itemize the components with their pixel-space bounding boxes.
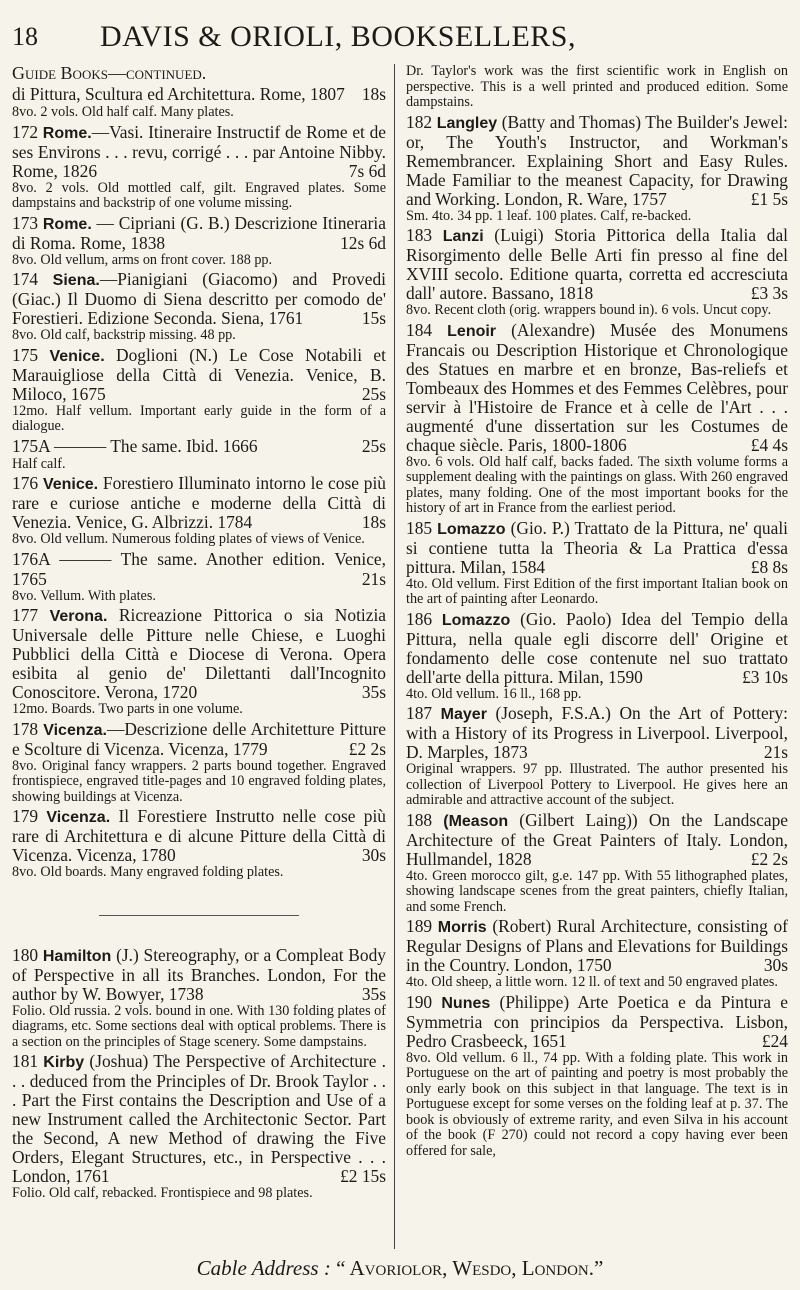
entry-price: 25s — [361, 435, 386, 456]
entry-number: 185 — [406, 517, 433, 538]
entry-keyword: Mayer — [440, 706, 487, 723]
entry-description: 8vo. Old vellum. Numerous folding plates of views of Venice. — [12, 531, 365, 547]
catalogue-entry — [12, 807, 386, 881]
entry-title: (Alexandre) Musée des Monumens Francais ou Description Historique et Chronologique des Statues en marbre et en bronze, Bas-reliefs et Tombeaux des Hommes et des Femmes Celèbres, pour servir à l'Histoire de France et à celle de l'Art . . . augmenté d'une dissertation sur les Costumes de chaque siècle. Paris, 1800-1806 — [406, 319, 788, 455]
entry-price: £1 5s — [750, 188, 788, 209]
entry-description: 4to. Old vellum. 16 ll., 168 pp. — [406, 685, 582, 702]
page-number: 18 — [12, 22, 38, 51]
entry-description: 8vo. Old boards. Many engraved folding plates. — [12, 864, 284, 880]
entry-number: 190 — [406, 991, 433, 1012]
entry-price: £3 3s — [750, 283, 788, 303]
catalogue-entry — [12, 606, 386, 718]
catalogue-entry — [12, 123, 386, 212]
entry-title: ——— The same. Another edition. Venice, 1765 — [12, 548, 386, 589]
section-heading: Guide Books—continued. — [12, 63, 207, 83]
entry-number: 183 — [406, 225, 433, 245]
entry-description: Original wrappers. 97 pp. Illustrated. The author presented his collection of Liverpool Pottery to Liverpool. He gives here an admirable and attractive account of the subject. — [406, 761, 788, 808]
entry-price: 7s 6d — [348, 160, 386, 181]
catalogue-entry — [12, 550, 386, 605]
entry-title: (Batty and Thomas) The Builder's Jewel: or, The Youth's Instructor, and Workman's Remembrancer. Explaining Short and Easy Rules. Made Familiar to the meanest Capacity, for Drawing and Working. London, R. Ware, 1757 — [406, 111, 788, 209]
entry-keyword: Langley — [436, 114, 498, 132]
entry-title: (Gio. P.) Trattato de la Pittura, ne' quali si contiene tutta la Theoria & La Prattica d'essa pittura. Milan, 1584 — [406, 517, 788, 577]
catalogue-entry — [12, 720, 386, 806]
catalogue-entry — [406, 993, 788, 1160]
entry-description: 8vo. Vellum. With plates. — [12, 587, 156, 604]
catalogue-entry — [406, 704, 788, 809]
entry-title: (Gio. Paolo) Idea del Tempio della Pittura, nella quale egli discorre dell' Origine et fondamento delle cose contenute nel suo trattato dell'arte della pittura. Milan, 1590 — [406, 608, 788, 687]
entry-price: 25s — [361, 383, 386, 404]
catalogue-entry — [12, 85, 386, 121]
column-divider — [394, 64, 395, 1249]
entry-number: 181 — [12, 1051, 39, 1071]
entry-description: 8vo. Recent cloth (orig. wrappers bound in). 6 vols. Uncut copy. — [406, 302, 772, 318]
entry-number: 184 — [406, 319, 433, 340]
entry-price: £24 — [761, 1030, 788, 1051]
entry-price: 15s — [361, 308, 386, 328]
cable-address — [0, 1256, 800, 1281]
entry-title: —Pianigiani (Giacomo) and Provedi (Giac.) Il Duomo di Siena descritto per comodo de' Forestieri. Edizione Seconda. Siena, 1761 — [12, 269, 386, 328]
catalogue-entry — [12, 437, 386, 473]
lead-note: Dr. Taylor's work was the first scientific work in English on perspective. This is a well printed and produced edition. Some dampstains. — [406, 63, 788, 110]
entry-description: 12mo. Half vellum. Important early guide in the form of a dialogue. — [12, 402, 386, 434]
entry-description: Folio. Old russia. 2 vols. bound in one. With 130 folding plates of diagrams, etc. Some sections deal with optical problems. There is a section on the principles of Stage scenery. Some dampstains. — [12, 1002, 386, 1050]
entry-description: Folio. Old calf, rebacked. Frontispiece and 98 plates. — [12, 1185, 313, 1201]
entry-keyword: Venice. — [49, 347, 105, 365]
entry-number: 179 — [12, 806, 39, 826]
entry-description: 12mo. Boards. Two parts in one volume. — [12, 701, 243, 717]
entry-number: 189 — [406, 916, 433, 936]
entry-keyword: Lomazzo — [441, 611, 511, 629]
cable-address-value: “ Avoriolor, Wesdo, London.” — [336, 1256, 604, 1280]
entry-title: (Joseph, F.S.A.) On the Art of Pottery: with a History of its Progress in Liverpool. Liverpool, D. Marples, 1873 — [406, 703, 788, 762]
entry-description: 4to. Green morocco gilt, g.e. 147 pp. With 55 lithographed plates, showing landscape scenes from the great painters, chiefly Italian, and some French. — [406, 867, 788, 915]
catalogue-entry — [12, 1052, 386, 1202]
entry-title: (Joshua) The Perspective of Architecture . . . deduced from the Principles of Dr. Brook Taylor . . . Part the First contains the Description and Use of a new Instrument called the Architectonic Sector. Part the Second, A new Method of drawing the Five Orders, Elegant Structures, etc., in Perspective . . . London, 1761 — [12, 1051, 386, 1186]
entry-price: £3 10s — [742, 666, 788, 687]
entry-title: — Cipriani (G. B.) Descrizione Itineraria di Roma. Rome, 1838 — [12, 212, 386, 253]
catalogue-entry — [12, 946, 386, 1051]
cable-address-label: Cable Address : — [196, 1256, 331, 1280]
page-header — [12, 18, 788, 58]
entry-keyword: Vicenza. — [43, 721, 107, 739]
entry-keyword: Siena. — [52, 272, 100, 289]
entry-keyword: Nunes — [441, 994, 491, 1012]
entry-number: 178 — [12, 718, 39, 739]
entry-number: 175A — [12, 435, 50, 456]
entry-description: 8vo. 6 vols. Old half calf, backs faded. The sixth volume forms a supplement dealing with the paintings on glass. With 260 engraved plates, many folding. One of the most important books for the history of art in France from the earliest period. — [406, 453, 788, 516]
entry-description: Sm. 4to. 34 pp. 1 leaf. 100 plates. Calf, re-backed. — [406, 207, 692, 224]
entry-description: 8vo. 2 vols. Old half calf. Many plates. — [12, 104, 234, 120]
entry-keyword: Vicenza. — [46, 809, 111, 826]
entry-title: (Philippe) Arte Poetica e da Pintura e Symmetria con principios da Perspectiva. Lisbon, Pedro Crasbeeck, 1651 — [406, 991, 788, 1051]
entry-keyword: Hamilton — [42, 947, 112, 965]
section-separator — [99, 915, 299, 916]
catalogue-entry — [12, 214, 386, 269]
catalogue-entry — [406, 113, 788, 225]
entry-description: 4to. Old sheep, a little worn. 12 ll. of text and 50 engraved plates. — [406, 974, 778, 990]
entry-title: (Gilbert Laing)) On the Landscape Architecture of the Great Painters of Italy. London, Hullmandel, 1828 — [406, 809, 788, 869]
catalogue-entry — [12, 474, 386, 548]
entry-keyword: Lenoir — [447, 322, 497, 340]
entry-description: 4to. Old vellum. First Edition of the first important Italian book on the art of painting after Leonardo. — [406, 575, 788, 607]
entry-number: 182 — [406, 111, 433, 132]
entry-price: £4 4s — [750, 434, 788, 455]
catalogue-entry — [406, 519, 788, 608]
entry-price: £2 2s — [750, 848, 788, 869]
entry-keyword: (Meason — [443, 812, 509, 830]
entry-price: 30s — [361, 845, 386, 865]
entry-number: 188 — [406, 809, 433, 830]
right-entries — [406, 113, 788, 1160]
entry-keyword: Lanzi — [442, 228, 484, 245]
entry-keyword: Morris — [437, 919, 487, 936]
entry-description: 8vo. Old vellum. 6 ll., 74 pp. With a folding plate. This work in Portuguese on the art of painting and poetry is most probably the only early book on this subject in that language. The text is in Portuguese except for some verses on the folding leaf at p. 37. The book is obviously of extreme rarity, and even Silva in his account of the book (F 270) could not record a copy having ever been offered for sale, — [406, 1049, 788, 1159]
entry-title: (J.) Stereography, or a Compleat Body of Perspective in all its Branches. London, For the author by W. Bowyer, 1738 — [12, 944, 386, 1004]
entry-description: 8vo. Old calf, backstrip missing. 48 pp. — [12, 327, 236, 343]
entry-price: £8 8s — [750, 556, 788, 577]
entry-number: 186 — [406, 608, 433, 629]
left-entries — [12, 85, 386, 881]
entry-number: 173 — [12, 212, 39, 233]
entry-keyword: Kirby — [43, 1054, 85, 1071]
catalogue-entry — [12, 346, 386, 435]
catalogue-entry — [406, 811, 788, 916]
right-column — [406, 64, 788, 1161]
entry-keyword: Rome. — [42, 215, 92, 233]
left-column — [12, 64, 386, 1204]
catalogue-entry — [12, 270, 386, 344]
left-entries-continued — [12, 946, 386, 1202]
entry-title: —Descrizione delle Architetture Pitture e Scolture di Vicenza. Vicenza, 1779 — [12, 718, 386, 759]
entry-number: 172 — [12, 121, 39, 142]
entry-number: 176 — [12, 473, 39, 493]
entry-price: £2 15s — [340, 1166, 386, 1186]
entry-keyword: Venice. — [42, 476, 99, 493]
entry-title: ——— The same. Ibid. 1666 — [54, 435, 258, 456]
entry-price: 21s — [763, 742, 788, 762]
entry-price: 18s — [361, 84, 386, 104]
entry-title: (Luigi) Storia Pittorica della Italia dal Risorgimento delle Belle Arti fin presso al fine del XVIII secolo. Editione quarta, corretta ed accresciuta dall' autore. Bassano, 1818 — [406, 225, 788, 303]
entry-title: Ricreazione Pittorica o sia Notizia Universale delle Pitture nelle Chiese, e Luoghi Pubblici della Città e Diocese di Verona. Opera esibita al genio de' Dilettanti dall'Incognito Conoscitore. Verona, 1720 — [12, 605, 386, 702]
catalogue-entry — [406, 321, 788, 517]
entry-number: 177 — [12, 605, 39, 625]
entry-title: —Vasi. Itineraire Instructif de Rome et de ses Environs . . . revu, corrigé . . . par Antoine Nibby. Rome, 1826 — [12, 121, 386, 181]
catalogue-entry — [406, 610, 788, 703]
entry-keyword: Verona. — [49, 608, 108, 625]
entry-price: 18s — [361, 512, 386, 532]
entry-keyword: Rome. — [42, 124, 92, 142]
entry-price: £2 2s — [348, 738, 386, 759]
entry-description: Half calf. — [12, 455, 66, 472]
entry-description: 8vo. 2 vols. Old mottled calf, gilt. Engraved plates. Some dampstains and backstrip of one volume missing. — [12, 179, 386, 211]
entry-price: 35s — [361, 682, 386, 702]
entry-title: Il Forestiere Instrutto nelle cose più rare di Architettura e di alcune Pitture della Città di Vicenza. Vicenza, 1780 — [12, 806, 386, 865]
entry-number: 180 — [12, 944, 39, 965]
entry-title: (Robert) Rural Architecture, consisting of Regular Designs of Plans and Elevations for Buildings in the Country. London, 1750 — [406, 916, 788, 975]
entry-price: 35s — [361, 983, 386, 1004]
entry-title: Doglioni (N.) Le Cose Notabili et Marauigliose della Città di Venezia. Venice, B. Miloco, 1675 — [12, 344, 386, 404]
entry-number: 176A — [12, 548, 50, 569]
entry-description: 8vo. Original fancy wrappers. 2 parts bound together. Engraved frontispiece, engraved title-pages and 10 engraved folding plates, showing buildings at Vicenza. — [12, 757, 386, 805]
entry-number: 174 — [12, 269, 39, 289]
entry-price: 21s — [361, 568, 386, 589]
entry-title: di Pittura, Scultura ed Architettura. Rome, 1807 — [12, 84, 345, 104]
entry-price: 30s — [763, 955, 788, 975]
entry-description: 8vo. Old vellum, arms on front cover. 188 pp. — [12, 251, 273, 268]
entry-keyword: Lomazzo — [437, 520, 506, 538]
catalogue-entry — [406, 226, 788, 319]
catalogue-entry — [406, 917, 788, 991]
page-title: DAVIS & ORIOLI, BOOKSELLERS, — [100, 20, 576, 53]
entry-title: Forestiero Illuminato intorno le cose più rare e curiose antiche e moderne della Città di Venezia. Venice, G. Albrizzi. 1784 — [12, 473, 386, 532]
entry-number: 175 — [12, 344, 39, 365]
entry-number: 187 — [406, 703, 433, 723]
entry-price: 12s 6d — [340, 232, 386, 253]
